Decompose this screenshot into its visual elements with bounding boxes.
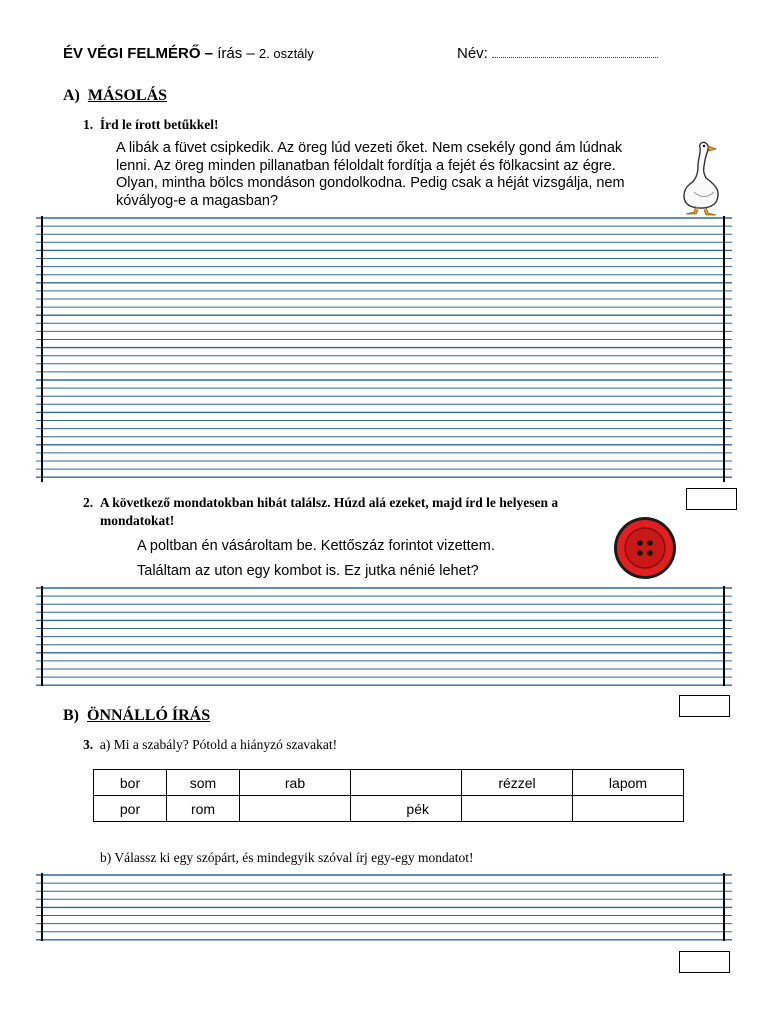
passage-line: lenni. Az öreg minden pillanatban féloldalt fordítja a fejét és fölkacsint az égre. bbox=[116, 157, 616, 174]
goose-icon bbox=[676, 140, 726, 218]
score-box-1[interactable] bbox=[686, 488, 737, 510]
task2-text-line1: A következő mondatokban hibát találsz. Húzd alá ezeket, majd írd le helyesen a bbox=[99, 495, 559, 510]
score-box-3[interactable] bbox=[679, 951, 730, 973]
task2-number: 2. bbox=[83, 495, 94, 510]
table-cell: rézzel bbox=[462, 770, 573, 796]
worksheet-title bbox=[63, 45, 314, 62]
task3-part-a-text: a) Mi a szabály? Pótold a hiányzó szavakat! bbox=[99, 737, 338, 752]
task3-part-b-text: b) Válassz ki egy szópárt, és mindegyik szóval írj egy-egy mondatot! bbox=[100, 850, 474, 865]
task2-text-line2: mondatokat! bbox=[100, 513, 175, 528]
table-cell: lapom bbox=[573, 770, 684, 796]
table-cell-blank[interactable] bbox=[240, 796, 351, 822]
section-b-heading bbox=[63, 707, 210, 725]
task1-text: Írd le írott betűkkel! bbox=[99, 117, 219, 132]
table-cell: pék bbox=[351, 796, 462, 822]
table-cell: rom bbox=[167, 796, 240, 822]
task2-sentence-2: Találtam az uton egy kombot is. Ez jutka nénié lehet? bbox=[137, 563, 479, 579]
task1-passage bbox=[116, 140, 676, 210]
name-dotted-line[interactable] bbox=[492, 47, 658, 58]
table-cell: bor bbox=[94, 770, 167, 796]
table-cell: rab bbox=[240, 770, 351, 796]
name-field[interactable] bbox=[457, 45, 658, 62]
section-b-letter: B) bbox=[63, 707, 79, 724]
passage-line: kóvályog-e a magasban? bbox=[116, 192, 279, 209]
table-cell: por bbox=[94, 796, 167, 822]
section-a-letter: A) bbox=[63, 87, 80, 104]
section-a-heading bbox=[63, 87, 167, 105]
passage-line: Olyan, mintha bölcs mondáson gondolkodna. Pedig csak a héját vizsgálja, nem bbox=[116, 175, 625, 191]
task1-instruction bbox=[83, 117, 219, 133]
writing-lines-3[interactable] bbox=[36, 873, 732, 941]
table-cell-blank[interactable] bbox=[351, 770, 462, 796]
table-cell-blank[interactable] bbox=[462, 796, 573, 822]
task3-part-a bbox=[83, 737, 337, 753]
title-grade: 2. osztály bbox=[258, 46, 314, 61]
section-b-title: ÖNNÁLLÓ ÍRÁS bbox=[87, 707, 211, 724]
writing-lines-1[interactable] bbox=[36, 216, 732, 482]
score-box-2[interactable] bbox=[679, 695, 730, 717]
table-cell-blank[interactable] bbox=[573, 796, 684, 822]
title-main: ÉV VÉGI FELMÉRŐ – bbox=[63, 45, 218, 62]
task3-number: 3. bbox=[83, 737, 94, 752]
task1-number: 1. bbox=[83, 117, 94, 132]
task2-instruction bbox=[83, 495, 558, 511]
word-pairs-table bbox=[93, 769, 684, 822]
table-row bbox=[94, 796, 684, 822]
task2-sentence-1: A poltban én vásároltam be. Kettőszáz forintot vizettem. bbox=[137, 538, 495, 554]
name-label: Név: bbox=[457, 45, 488, 62]
writing-lines-2[interactable] bbox=[36, 586, 732, 686]
red-button-icon bbox=[612, 515, 678, 581]
table-cell: som bbox=[167, 770, 240, 796]
passage-line: A libák a füvet csipkedik. Az öreg lúd vezeti őket. Nem csekély gond ám lúdnak bbox=[116, 140, 623, 156]
title-subject: írás – bbox=[217, 45, 259, 62]
table-row bbox=[94, 770, 684, 796]
section-a-title: MÁSOLÁS bbox=[87, 87, 168, 104]
